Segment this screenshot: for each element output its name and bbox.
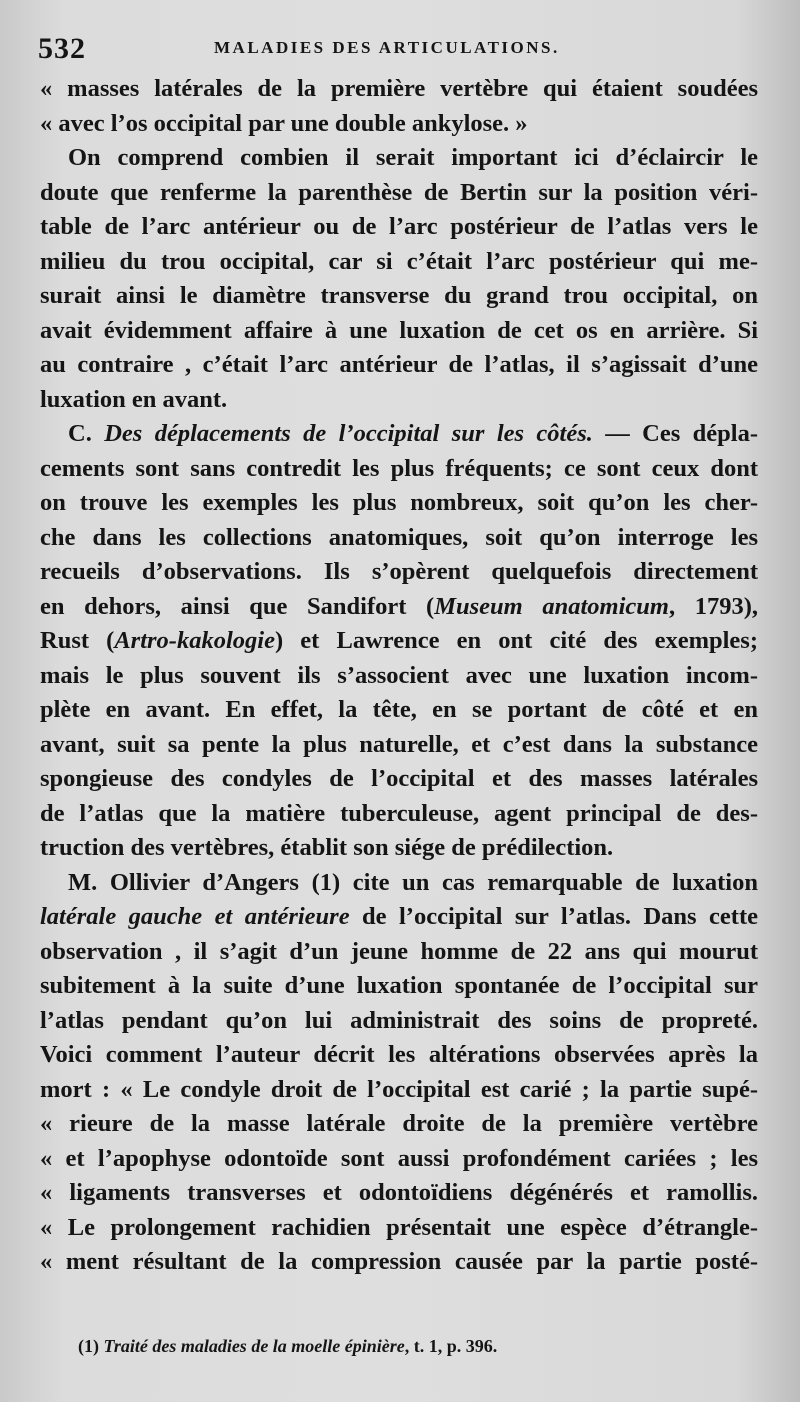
section-lead: — Ces dépla- bbox=[592, 420, 758, 447]
footnote bbox=[78, 1333, 758, 1359]
text-line: M. Ollivier d’Angers (1) cite un cas remarquable de luxation bbox=[68, 868, 758, 896]
text-line: « ligaments transverses et odontoïdiens dégénérés et ramollis. bbox=[40, 1179, 758, 1206]
section-heading-line bbox=[40, 417, 758, 452]
text-line: on trouve les exemples les plus nombreux, soit qu’on les cher- bbox=[40, 489, 758, 516]
footnote-ref: , t. 1, p. 396. bbox=[404, 1336, 498, 1356]
text-line: « avec l’os occipital par une double ankylose. » bbox=[40, 109, 528, 137]
text-line: au contraire , c’était l’arc antérieur de l’atlas, il s’agissait d’une bbox=[40, 351, 758, 378]
text-line: truction des vertèbres, établit son siége de prédilection. bbox=[40, 834, 614, 861]
text-line: avait évidemment affaire à une luxation de cet os en arrière. Si bbox=[40, 316, 758, 344]
text-line: de l’atlas que la matière tuberculeuse, agent principal de des- bbox=[40, 799, 758, 827]
section-letter: C. bbox=[68, 420, 105, 447]
text-line: milieu du trou occipital, car si c’était l’arc postérieur qui me- bbox=[40, 247, 758, 275]
text-line-citation: Rust (Artro-kakologie) et Lawrence en ont cité des exemples; bbox=[40, 627, 758, 654]
text-line: table de l’arc antérieur ou de l’arc postérieur de l’atlas vers le bbox=[40, 213, 758, 240]
text-line: che dans les collections anatomiques, soit qu’on interroge les bbox=[40, 523, 758, 551]
text-line-emphasis: latérale gauche et antérieure de l’occipital sur l’atlas. Dans cette bbox=[40, 903, 758, 930]
text-line: cements sont sans contredit les plus fréquents; ce sont ceux dont bbox=[40, 454, 758, 482]
footnote-title: Traité des maladies de la moelle épinière bbox=[103, 1336, 405, 1356]
text-line: « rieure de la masse latérale droite de la première vertèbre bbox=[40, 1110, 758, 1137]
text-line: subitement à la suite d’une luxation spontanée de l’occipital sur bbox=[40, 972, 758, 999]
section-title: Des déplacements de l’occipital sur les côtés. bbox=[104, 420, 593, 447]
text-line: « et l’apophyse odontoïde sont aussi profondément cariées ; les bbox=[40, 1144, 758, 1172]
text-line: l’atlas pendant qu’on lui administrait des soins de propreté. bbox=[40, 1006, 758, 1034]
emphasis-text: latérale gauche et antérieure bbox=[40, 903, 350, 930]
text-line: surait ainsi le diamètre transverse du grand trou occipital, on bbox=[40, 282, 758, 309]
text-line: « masses latérales de la première vertèbre qui étaient soudées bbox=[40, 75, 758, 102]
text-line: On comprend combien il serait important ici d’éclaircir le bbox=[68, 144, 758, 171]
text-line: « ment résultant de la compression causée par la partie posté- bbox=[40, 1248, 758, 1275]
text-line: mais le plus souvent ils s’associent avec une luxation incom- bbox=[40, 661, 758, 689]
citation-title: Artro-kakologie bbox=[114, 627, 275, 654]
page-header bbox=[38, 32, 758, 66]
text-line: plète en avant. En effet, la tête, en se portant de côté et en bbox=[40, 696, 758, 723]
body-text bbox=[40, 72, 758, 1280]
text-line: Voici comment l’auteur décrit les altérations observées après la bbox=[40, 1041, 758, 1068]
text-line: avant, suit sa pente la plus naturelle, et c’est dans la substance bbox=[40, 730, 758, 758]
text-line: spongieuse des condyles de l’occipital et des masses latérales bbox=[40, 765, 758, 792]
page-number: 532 bbox=[38, 32, 86, 65]
footnote-marker: (1) bbox=[78, 1336, 104, 1356]
text-line-citation: en dehors, ainsi que Sandifort (Museum anatomicum, 1793), bbox=[40, 592, 758, 620]
text-line: luxation en avant. bbox=[40, 385, 228, 413]
text-line: observation , il s’agit d’un jeune homme de 22 ans qui mourut bbox=[40, 937, 758, 965]
text-line: « Le prolongement rachidien présentait une espèce d’étrangle- bbox=[40, 1213, 758, 1241]
text-line: recueils d’observations. Ils s’opèrent quelquefois directement bbox=[40, 558, 758, 585]
citation-title: Museum anatomicum bbox=[434, 592, 669, 620]
running-head: MALADIES DES ARTICULATIONS. bbox=[214, 38, 560, 57]
text-line: mort : « Le condyle droit de l’occipital est carié ; la partie supé- bbox=[40, 1075, 758, 1103]
text-line: doute que renferme la parenthèse de Bertin sur la position véri- bbox=[40, 178, 758, 206]
